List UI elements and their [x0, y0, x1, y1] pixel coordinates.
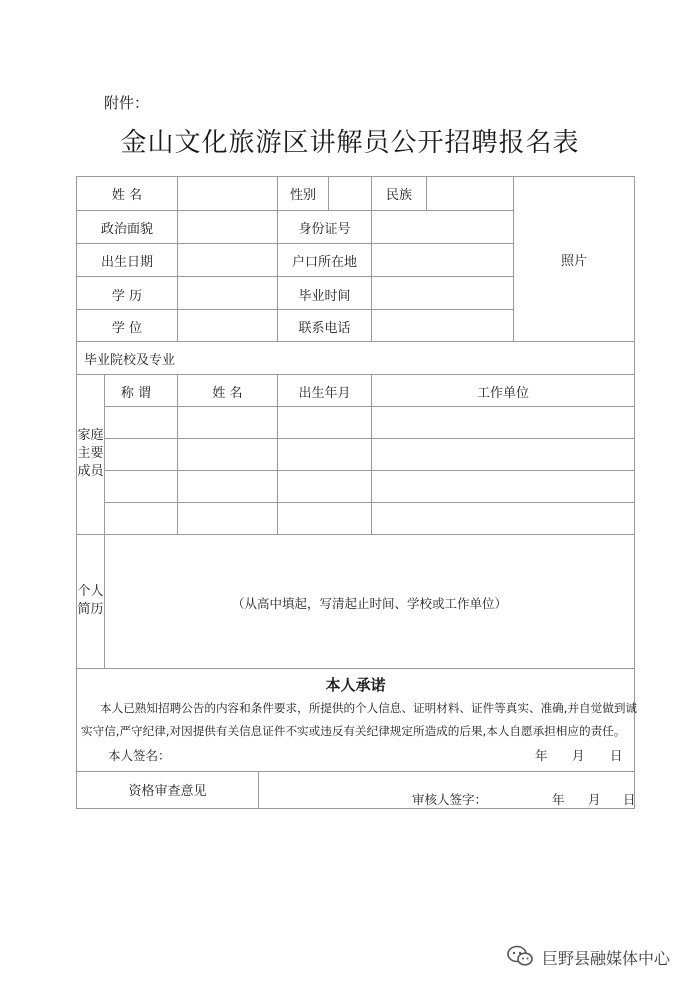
watermark-text: 巨野县融媒体中心 [542, 949, 671, 968]
page-title: 金山文化旅游区讲解员公开招聘报名表 [120, 128, 580, 158]
birth-date-label: 出生日期 [100, 255, 153, 270]
id-number-label: 身份证号 [298, 222, 351, 237]
reviewer-signature-label: 审核人签字： [412, 792, 488, 807]
education-field[interactable] [178, 277, 277, 309]
family-col-employer: 工作单位 [476, 386, 529, 401]
ethnicity-label: 民族 [385, 188, 412, 203]
pledge-text-line1: 本人已熟知招聘公告的内容和条件要求，所提供的个人信息、证明材料、证件等真实、准确,并自觉做到诚 [100, 701, 638, 715]
attachment-label: 附件： [104, 94, 150, 112]
wechat-icon [506, 944, 534, 968]
resume-field[interactable] [105, 535, 634, 668]
graduation-time-label: 毕业时间 [298, 289, 351, 304]
ethnicity-field[interactable] [427, 177, 513, 210]
pledge-date-day: 日 [610, 748, 623, 763]
education-label: 学 历 [111, 289, 143, 304]
family-col-birth: 出生年月 [298, 386, 351, 401]
family-section-label: 家庭 主要 成员 [77, 428, 104, 479]
pledge-date-year: 年 [535, 748, 548, 763]
graduation-time-field[interactable] [372, 277, 513, 309]
school-major-field[interactable] [178, 342, 634, 374]
birth-date-field[interactable] [178, 244, 277, 276]
family-col-relation: 称 谓 [120, 386, 152, 401]
family-row[interactable] [105, 439, 634, 470]
school-major-label: 毕业院校及专业 [84, 353, 176, 368]
review-date-month: 月 [588, 792, 601, 807]
photo-box[interactable] [514, 177, 634, 341]
id-number-field[interactable] [372, 211, 513, 243]
gender-field[interactable] [329, 177, 371, 210]
family-row[interactable] [105, 471, 634, 502]
political-status-field[interactable] [178, 211, 277, 243]
family-row[interactable] [105, 503, 634, 534]
signature-field[interactable] [180, 744, 520, 764]
reviewer-signature-field[interactable] [484, 786, 544, 806]
family-row[interactable] [105, 407, 634, 438]
political-status-label: 政治面貌 [100, 222, 153, 237]
resume-section-label: 个人 简历 [77, 584, 104, 617]
gender-label: 性别 [289, 188, 316, 203]
name-label: 姓 名 [111, 188, 143, 203]
review-date-day: 日 [623, 792, 636, 807]
pledge-title: 本人承诺 [325, 676, 386, 694]
name-field[interactable] [178, 177, 277, 210]
review-label: 资格审查意见 [128, 784, 207, 799]
pledge-text-line2: 实守信,严守纪律,对因提供有关信息证件不实或违反有关纪律规定所造成的后果,本人自愿承担相应的责任。 [81, 724, 626, 738]
degree-field[interactable] [178, 310, 277, 341]
resume-hint: （从高中填起，写清起止时间、学校或工作单位） [231, 596, 507, 611]
family-col-name: 姓 名 [212, 386, 243, 401]
hukou-label: 户口所在地 [291, 255, 357, 270]
photo-box-label: 照片 [560, 254, 587, 269]
degree-label: 学 位 [111, 321, 143, 336]
hukou-field[interactable] [372, 244, 513, 276]
pledge-date-month: 月 [572, 748, 585, 763]
phone-field[interactable] [372, 310, 513, 341]
review-date-year: 年 [552, 792, 565, 807]
phone-label: 联系电话 [298, 321, 351, 336]
signature-label: 本人签名： [108, 748, 171, 763]
